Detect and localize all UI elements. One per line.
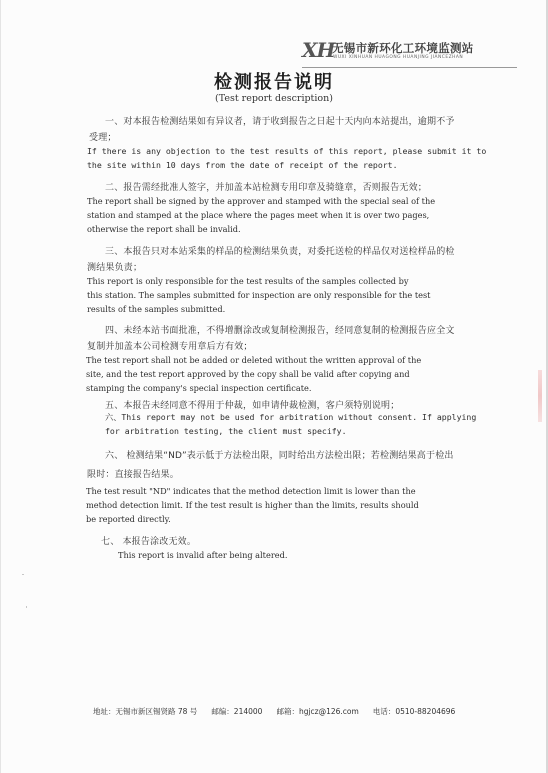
item-2-en-line-1: The report shall be signed by the approver and stamped with the special seal of the	[87, 196, 436, 206]
footer-address: 地址：无锡市新区锡贤路 78 号	[93, 707, 198, 716]
item-1-en-line-2: the site within 10 days from the date of receipt of the report.	[87, 160, 398, 170]
page-edge-left	[0, 0, 1, 773]
company-name-cn: 无锡市新环化工环境监测站	[332, 41, 474, 55]
footer-phone: 电话：0510-88204696	[372, 707, 456, 716]
letterhead	[302, 38, 522, 68]
item-6-cn-line-1: 六、 检测结果“ND”表示低于方法检出限，同时给出方法检出限；若检测结果高于检出	[105, 451, 454, 461]
item-2-en-line-3: otherwise the report shall be invalid.	[87, 224, 241, 234]
item-6-en-line-2: method detection limit. If the test result is higher than the limits, results should	[86, 500, 419, 510]
item-3-en-line-3: results of the samples submitted.	[87, 304, 226, 314]
item-6-cn-line-2: 限时：直接报告结果。	[87, 470, 180, 480]
item-2-en-line-2: station and stamped at the place where the pages meet when it is over two pages,	[87, 210, 430, 220]
item-1-en-line-1: If there is any objection to the test results of this report, please submit it to	[87, 146, 487, 156]
item-4-cn-line-1: 四、未经本站书面批准，不得增删涂改或复制检测报告，经同意复制的检测报告应全文	[105, 326, 455, 336]
footer-contact	[93, 706, 469, 717]
item-4-en-line-1: The test report shall not be added or deleted without the written approval of the	[86, 355, 422, 365]
item-5-en-line-2: for arbitration testing, the client must specify.	[105, 426, 347, 436]
item-1-cn-line-2: 受理；	[89, 133, 117, 143]
item-7-cn-line-1: 七、 本报告涂改无效。	[101, 537, 197, 547]
company-logo: XH	[302, 38, 335, 62]
page-title: 检测报告说明	[214, 72, 334, 93]
page-subtitle: (Test report description)	[215, 93, 333, 104]
item-5-en-line-1: 六、This report may not be used for arbitration without consent. If applying	[105, 412, 477, 422]
footer-postcode: 邮编：214000	[211, 707, 263, 716]
scan-speck	[26, 606, 27, 608]
footer-email: 邮箱：hgjcz@126.com	[276, 707, 359, 716]
item-2-cn-line-1: 二、报告需经批准人签字，并加盖本站检测专用印章及骑缝章，否则报告无效；	[105, 183, 428, 193]
item-4-en-line-3: stamping the company's special inspection certificate.	[86, 383, 312, 393]
item-7-en-line-1: This report is invalid after being altered.	[118, 550, 288, 560]
item-6-en-line-3: be reported directly.	[86, 514, 171, 524]
item-1-cn-line-1: 一、对本报告检测结果如有异议者，请于收到报告之日起十天内向本站提出，逾期不予	[105, 117, 455, 127]
seal-edge-mark	[538, 370, 542, 422]
item-3-cn-line-1: 三、本报告只对本站采集的样品的检测结果负责，对委托送检的样品仅对送检样品的检	[105, 247, 455, 257]
item-3-cn-line-2: 测结果负责；	[87, 263, 143, 273]
item-6-en-line-1: The test result "ND" indicates that the method detection limit is lower than the	[86, 486, 416, 496]
item-4-cn-line-2: 复制并加盖本公司检测专用章后方有效；	[87, 342, 253, 352]
item-3-en-line-2: this station. The samples submitted for inspection are only responsible for the test	[87, 290, 431, 300]
scan-speck	[22, 574, 24, 575]
item-5-cn-line-1: 五、本报告未经同意不得用于仲裁，如申请仲裁检测，客户须特别说明；	[105, 401, 400, 411]
item-4-en-line-2: site, and the test report approved by the copy shall be valid after copying and	[86, 369, 410, 379]
company-name-en: WUXI XINHUAN HUAGONG HUANJING JIANCEZHAN	[333, 55, 464, 60]
item-3-en-line-1: This report is only responsible for the test results of the samples collected by	[87, 276, 409, 286]
